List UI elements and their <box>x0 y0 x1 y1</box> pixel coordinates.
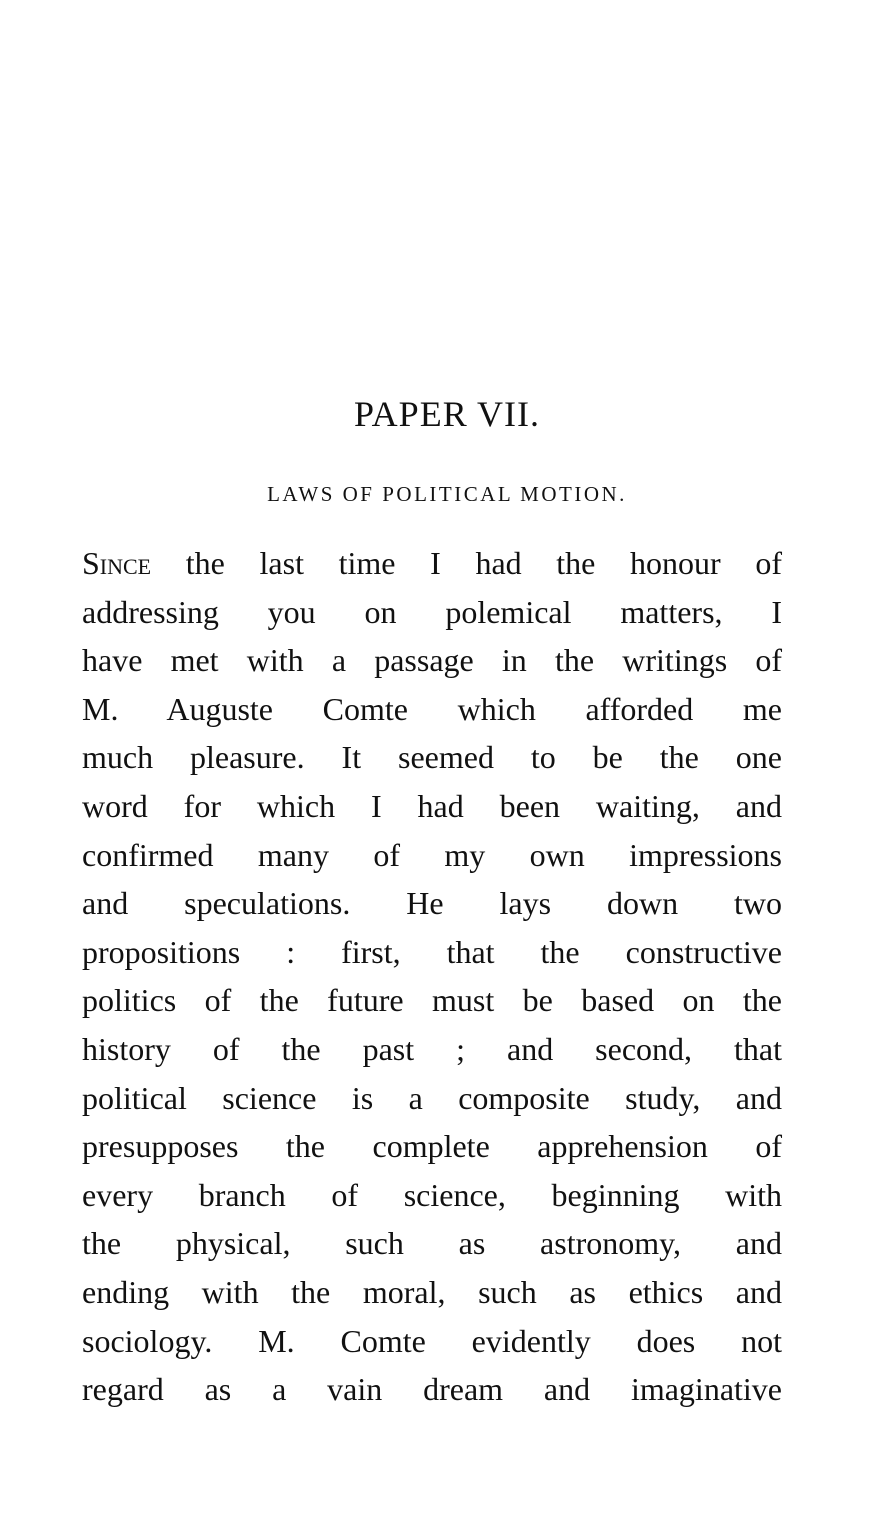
text-line: ending with the moral, such as ethics and <box>82 1273 782 1310</box>
text-line: regard as a vain dream and imaginative <box>82 1371 782 1408</box>
text-line: and speculations. He lays down two <box>82 885 782 922</box>
text-line: M. Auguste Comte which afforded me <box>82 690 782 727</box>
text-line: word for which I had been waiting, and <box>82 787 782 824</box>
body-text <box>82 539 782 1414</box>
text-line: history of the past ; and second, that <box>82 1030 782 1067</box>
text-line: propositions : first, that the constructive <box>82 933 782 970</box>
text-line-content: the last time I had the honour of <box>151 545 782 581</box>
text-line: sociology. M. Comte evidently does not <box>82 1322 782 1359</box>
text-line: every branch of science, beginning with <box>82 1176 782 1213</box>
first-word: Since <box>82 545 152 581</box>
text-line: the physical, such as astronomy, and <box>82 1225 782 1262</box>
text-line <box>82 539 782 588</box>
text-line: have met with a passage in the writings of <box>82 642 782 679</box>
chapter-heading: PAPER VII. <box>353 394 541 434</box>
text-line: political science is a composite study, and <box>82 1079 782 1116</box>
text-line: presupposes the complete apprehension of <box>82 1128 782 1165</box>
text-line: confirmed many of my own impressions <box>82 836 782 873</box>
chapter-subheading: LAWS OF POLITICAL MOTION. <box>267 482 627 506</box>
text-line: addressing you on polemical matters, I <box>82 593 782 630</box>
text-line: much pleasure. It seemed to be the one <box>82 739 782 776</box>
text-line: politics of the future must be based on the <box>82 982 782 1019</box>
